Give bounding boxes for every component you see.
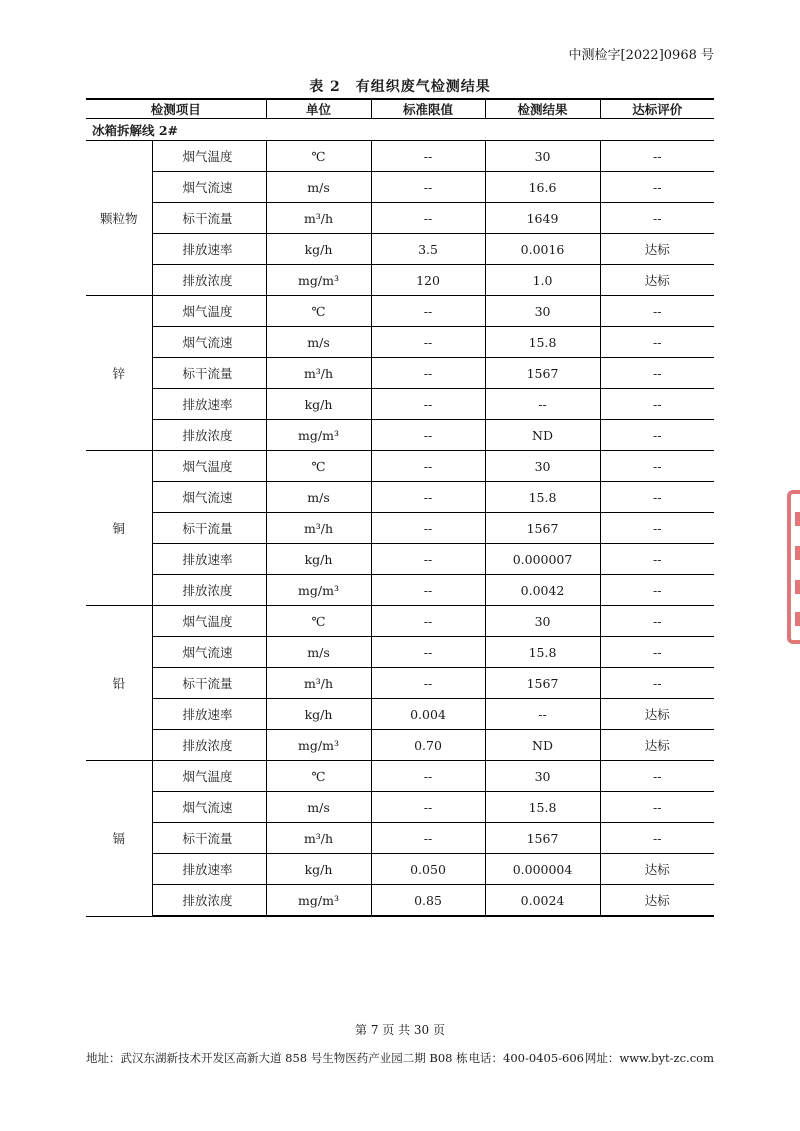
table-row	[86, 172, 714, 203]
limit-cell: --	[371, 327, 485, 358]
evaluation-cell: --	[600, 172, 714, 203]
result-cell: 1567	[485, 668, 600, 699]
evaluation-cell: 达标	[600, 885, 714, 917]
result-cell: 1567	[485, 513, 600, 544]
unit-cell: mg/m³	[266, 420, 371, 451]
evaluation-cell: --	[600, 606, 714, 637]
table-row	[86, 885, 714, 917]
table-row	[86, 668, 714, 699]
unit-cell: m³/h	[266, 668, 371, 699]
unit-cell: kg/h	[266, 544, 371, 575]
section-row	[86, 119, 714, 141]
sub-item-cell: 烟气流速	[152, 637, 266, 668]
result-cell: 30	[485, 606, 600, 637]
limit-cell: --	[371, 451, 485, 482]
unit-cell: kg/h	[266, 854, 371, 885]
sub-item-cell: 排放浓度	[152, 885, 266, 917]
unit-cell: ℃	[266, 296, 371, 327]
result-cell: 15.8	[485, 792, 600, 823]
evaluation-cell: 达标	[600, 730, 714, 761]
evaluation-cell: --	[600, 637, 714, 668]
evaluation-cell: --	[600, 451, 714, 482]
limit-cell: --	[371, 544, 485, 575]
sub-item-cell: 烟气温度	[152, 761, 266, 792]
table-row	[86, 296, 714, 327]
table-row	[86, 823, 714, 854]
table-row	[86, 575, 714, 606]
sub-item-cell: 烟气温度	[152, 451, 266, 482]
pollutant-name: 颗粒物	[86, 141, 152, 296]
sub-item-cell: 标干流量	[152, 358, 266, 389]
sub-item-cell: 烟气温度	[152, 296, 266, 327]
unit-cell: m/s	[266, 327, 371, 358]
unit-cell: kg/h	[266, 389, 371, 420]
evaluation-cell: --	[600, 513, 714, 544]
sub-item-cell: 排放速率	[152, 389, 266, 420]
footer-address: 地址：武汉东湖新技术开发区高新大道 858 号生物医药产业园二期 B08 栋	[86, 1051, 468, 1065]
evaluation-cell: --	[600, 761, 714, 792]
unit-cell: m/s	[266, 637, 371, 668]
pollutant-name: 铅	[86, 606, 152, 761]
sub-item-cell: 排放速率	[152, 544, 266, 575]
sub-item-cell: 标干流量	[152, 203, 266, 234]
footer-website: 网址：www.byt-zc.com	[584, 1051, 714, 1065]
table-row	[86, 606, 714, 637]
evaluation-cell: --	[600, 823, 714, 854]
unit-cell: ℃	[266, 606, 371, 637]
pollutant-name: 铜	[86, 451, 152, 606]
evaluation-cell: --	[600, 482, 714, 513]
table-title: 表 2 有组织废气检测结果	[309, 79, 491, 95]
result-cell: 30	[485, 451, 600, 482]
sub-item-cell: 排放浓度	[152, 265, 266, 296]
unit-cell: mg/m³	[266, 265, 371, 296]
header-evaluation: 达标评价	[600, 99, 714, 119]
unit-cell: m³/h	[266, 513, 371, 544]
limit-cell: 0.70	[371, 730, 485, 761]
sub-item-cell: 标干流量	[152, 823, 266, 854]
limit-cell: --	[371, 296, 485, 327]
result-cell: 15.8	[485, 637, 600, 668]
evaluation-cell: --	[600, 141, 714, 172]
footer-phone: 电话：400-0405-606	[468, 1051, 584, 1065]
limit-cell: 3.5	[371, 234, 485, 265]
unit-cell: kg/h	[266, 699, 371, 730]
unit-cell: ℃	[266, 141, 371, 172]
evaluation-cell: 达标	[600, 234, 714, 265]
evaluation-cell: --	[600, 358, 714, 389]
evaluation-cell: --	[600, 203, 714, 234]
table-row	[86, 482, 714, 513]
result-cell: ND	[485, 730, 600, 761]
evaluation-cell: --	[600, 544, 714, 575]
result-cell: --	[485, 389, 600, 420]
table-row	[86, 203, 714, 234]
evaluation-cell: 达标	[600, 699, 714, 730]
result-cell: 15.8	[485, 482, 600, 513]
sub-item-cell: 烟气流速	[152, 327, 266, 358]
evaluation-cell: --	[600, 575, 714, 606]
result-cell: --	[485, 699, 600, 730]
limit-cell: 0.004	[371, 699, 485, 730]
sub-item-cell: 烟气流速	[152, 172, 266, 203]
table-row	[86, 451, 714, 482]
evaluation-cell: --	[600, 792, 714, 823]
result-cell: 30	[485, 296, 600, 327]
header-limit: 标准限值	[371, 99, 485, 119]
unit-cell: mg/m³	[266, 730, 371, 761]
table-row	[86, 265, 714, 296]
limit-cell: --	[371, 513, 485, 544]
result-cell: 1649	[485, 203, 600, 234]
limit-cell: --	[371, 792, 485, 823]
sub-item-cell: 烟气流速	[152, 482, 266, 513]
limit-cell: --	[371, 668, 485, 699]
evaluation-cell: --	[600, 327, 714, 358]
unit-cell: kg/h	[266, 234, 371, 265]
sub-item-cell: 排放浓度	[152, 575, 266, 606]
table-row	[86, 513, 714, 544]
footer	[86, 1050, 714, 1066]
sub-item-cell: 排放浓度	[152, 420, 266, 451]
table-row	[86, 854, 714, 885]
unit-cell: m/s	[266, 482, 371, 513]
unit-cell: m³/h	[266, 823, 371, 854]
report-number: 中测检字[2022]0968 号	[568, 48, 714, 63]
sub-item-cell: 烟气温度	[152, 606, 266, 637]
result-cell: 0.0042	[485, 575, 600, 606]
unit-cell: m/s	[266, 172, 371, 203]
result-cell: 1567	[485, 823, 600, 854]
page-indicator: 第 7 页 共 30 页	[355, 1023, 445, 1037]
table-row	[86, 141, 714, 172]
evaluation-cell: --	[600, 389, 714, 420]
limit-cell: --	[371, 358, 485, 389]
table-row	[86, 389, 714, 420]
evaluation-cell: --	[600, 296, 714, 327]
table-header-row	[86, 99, 714, 119]
table-row	[86, 761, 714, 792]
table-row	[86, 420, 714, 451]
table-row	[86, 699, 714, 730]
limit-cell: 0.050	[371, 854, 485, 885]
evaluation-cell: --	[600, 420, 714, 451]
limit-cell: --	[371, 823, 485, 854]
unit-cell: m³/h	[266, 203, 371, 234]
result-cell: ND	[485, 420, 600, 451]
sub-item-cell: 排放速率	[152, 854, 266, 885]
result-cell: 30	[485, 141, 600, 172]
sub-item-cell: 排放速率	[152, 699, 266, 730]
result-cell: 30	[485, 761, 600, 792]
result-cell: 0.0016	[485, 234, 600, 265]
seal-stamp-edge	[787, 490, 800, 644]
evaluation-cell: 达标	[600, 265, 714, 296]
sub-item-cell: 烟气流速	[152, 792, 266, 823]
table-row	[86, 637, 714, 668]
table-row	[86, 730, 714, 761]
limit-cell: 120	[371, 265, 485, 296]
limit-cell: --	[371, 141, 485, 172]
limit-cell: 0.85	[371, 885, 485, 917]
limit-cell: --	[371, 482, 485, 513]
limit-cell: --	[371, 606, 485, 637]
sub-item-cell: 标干流量	[152, 513, 266, 544]
limit-cell: --	[371, 389, 485, 420]
unit-cell: m/s	[266, 792, 371, 823]
table-row	[86, 792, 714, 823]
results-table	[86, 98, 714, 917]
limit-cell: --	[371, 172, 485, 203]
result-cell: 16.6	[485, 172, 600, 203]
result-cell: 0.000004	[485, 854, 600, 885]
result-cell: 0.0024	[485, 885, 600, 917]
unit-cell: mg/m³	[266, 885, 371, 917]
result-cell: 1567	[485, 358, 600, 389]
header-item: 检测项目	[86, 99, 266, 119]
unit-cell: ℃	[266, 451, 371, 482]
section-label: 冰箱拆解线 2#	[86, 119, 714, 141]
unit-cell: m³/h	[266, 358, 371, 389]
table-row	[86, 358, 714, 389]
result-cell: 15.8	[485, 327, 600, 358]
sub-item-cell: 标干流量	[152, 668, 266, 699]
sub-item-cell: 排放浓度	[152, 730, 266, 761]
limit-cell: --	[371, 420, 485, 451]
table-row	[86, 327, 714, 358]
header-result: 检测结果	[485, 99, 600, 119]
unit-cell: ℃	[266, 761, 371, 792]
table-row	[86, 544, 714, 575]
result-cell: 0.000007	[485, 544, 600, 575]
limit-cell: --	[371, 575, 485, 606]
limit-cell: --	[371, 761, 485, 792]
limit-cell: --	[371, 637, 485, 668]
sub-item-cell: 排放速率	[152, 234, 266, 265]
evaluation-cell: --	[600, 668, 714, 699]
pollutant-name: 锌	[86, 296, 152, 451]
result-cell: 1.0	[485, 265, 600, 296]
limit-cell: --	[371, 203, 485, 234]
pollutant-name: 镉	[86, 761, 152, 917]
header-unit: 单位	[266, 99, 371, 119]
unit-cell: mg/m³	[266, 575, 371, 606]
table-row	[86, 234, 714, 265]
sub-item-cell: 烟气温度	[152, 141, 266, 172]
evaluation-cell: 达标	[600, 854, 714, 885]
